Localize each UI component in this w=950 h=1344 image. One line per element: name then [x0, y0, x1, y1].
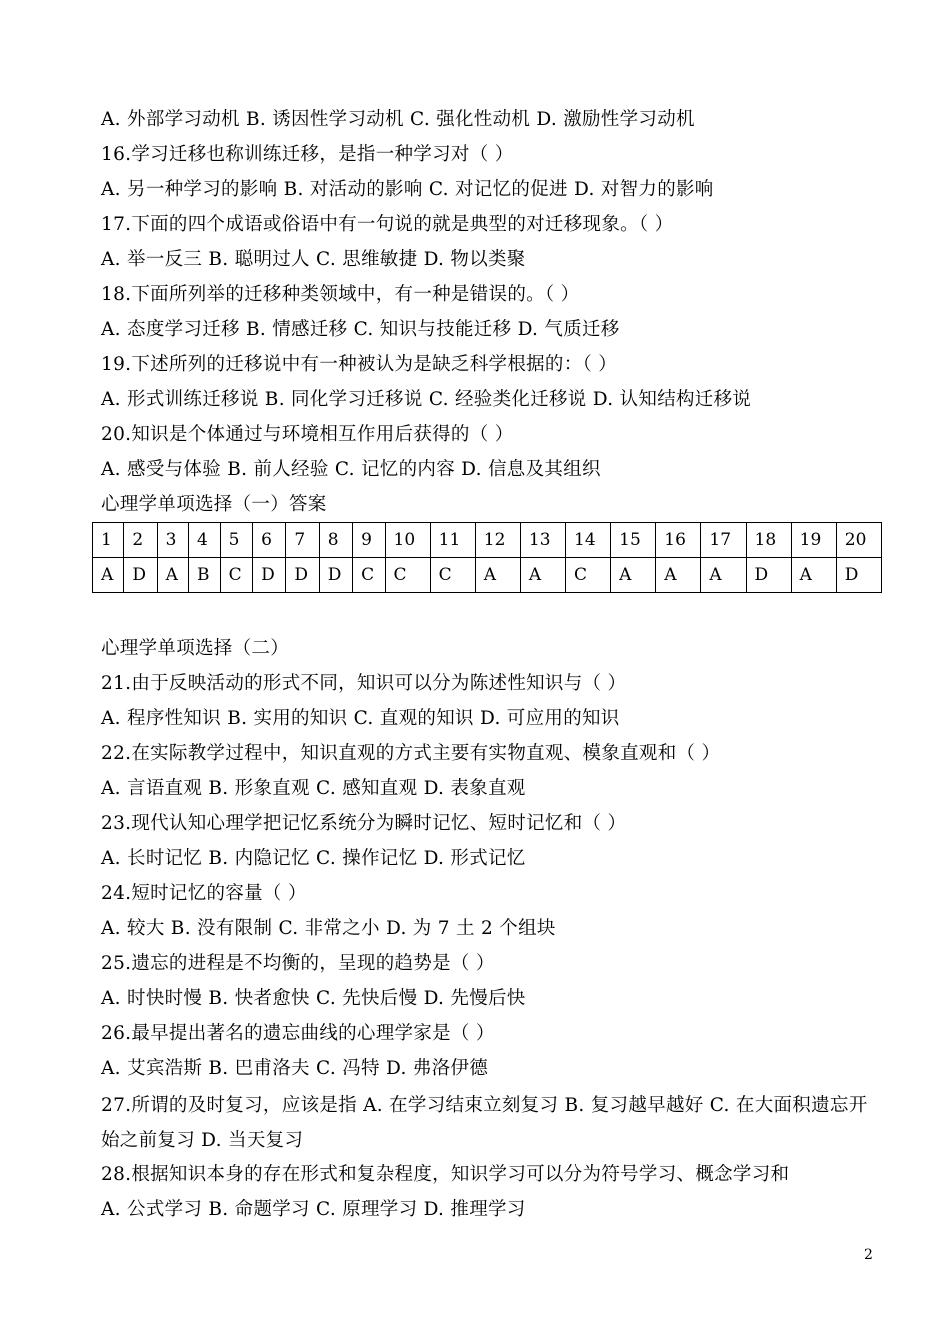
- answer-number: 8: [319, 523, 352, 558]
- answer-number: 15: [611, 523, 656, 558]
- answer-number: 20: [836, 523, 881, 558]
- options-16: A. 另一种学习的影响 B. 对活动的影响 C. 对记忆的促进 D. 对智力的影响: [101, 179, 714, 200]
- answer-letter: D: [124, 558, 157, 593]
- options-25: A. 时快时慢 B. 快者愈快 C. 先快后慢 D. 先慢后快: [101, 988, 526, 1009]
- answer-letter: D: [746, 558, 791, 593]
- answer-number: 4: [189, 523, 221, 558]
- question-17: 17.下面的四个成语或俗语中有一句说的就是典型的对迁移现象。（ ）: [101, 214, 674, 235]
- answer-number: 5: [220, 523, 252, 558]
- question-16: 16.学习迁移也称训练迁移，是指一种学习对（ ）: [101, 144, 514, 165]
- question-28: 28.根据知识本身的存在形式和复杂程度，知识学习可以分为符号学习、概念学习和: [101, 1164, 790, 1185]
- question-26: 26.最早提出著名的遗忘曲线的心理学家是（ ）: [101, 1023, 495, 1044]
- answer-letter: A: [611, 558, 656, 593]
- text-line: A. 外部学习动机 B. 诱因性学习动机 C. 强化性动机 D. 激励性学习动机: [101, 109, 695, 130]
- question-22: 22.在实际教学过程中，知识直观的方式主要有实物直观、模象直观和（ ）: [101, 743, 721, 764]
- question-18: 18.下面所列举的迁移种类领域中，有一种是错误的。（ ）: [101, 284, 580, 305]
- answer-number: 14: [566, 523, 611, 558]
- answer-letter: A: [475, 558, 520, 593]
- answer-letter-row: [93, 558, 882, 593]
- answer-table: [92, 522, 882, 593]
- answer-letter: D: [319, 558, 352, 593]
- question-25: 25.遗忘的进程是不均衡的，呈现的趋势是（ ）: [101, 953, 495, 974]
- options-19: A. 形式训练迁移说 B. 同化学习迁移说 C. 经验类化迁移说 D. 认知结构迁移说: [101, 389, 752, 410]
- options-28: A. 公式学习 B. 命题学习 C. 原理学习 D. 推理学习: [101, 1199, 526, 1220]
- question-20: 20.知识是个体通过与环境相互作用后获得的（ ）: [101, 424, 514, 445]
- answer-number: 17: [701, 523, 746, 558]
- answer-number: 1: [93, 523, 124, 558]
- options-21: A. 程序性知识 B. 实用的知识 C. 直观的知识 D. 可应用的知识: [101, 708, 620, 729]
- answer-number: 19: [791, 523, 836, 558]
- answer-number: 12: [475, 523, 520, 558]
- answer-letter: D: [253, 558, 286, 593]
- answer-number: 7: [286, 523, 319, 558]
- answer-letter: C: [353, 558, 385, 593]
- answer-number: 2: [124, 523, 157, 558]
- answer-letter: B: [189, 558, 221, 593]
- answer-letter: A: [791, 558, 836, 593]
- section-title: 心理学单项选择（二）: [101, 638, 290, 659]
- answer-number: 18: [746, 523, 791, 558]
- answer-letter: C: [566, 558, 611, 593]
- answer-number-row: [93, 523, 882, 558]
- answer-number: 10: [385, 523, 430, 558]
- options-22: A. 言语直观 B. 形象直观 C. 感知直观 D. 表象直观: [101, 778, 526, 799]
- options-24: A. 较大 B. 没有限制 C. 非常之小 D. 为 7 土 2 个组块: [101, 918, 556, 939]
- question-19: 19.下述所列的迁移说中有一种被认为是缺乏科学根据的：（ ）: [101, 354, 618, 375]
- answer-number: 11: [430, 523, 475, 558]
- options-26: A. 艾宾浩斯 B. 巴甫洛夫 C. 冯特 D. 弗洛伊德: [101, 1058, 489, 1079]
- answer-letter: D: [836, 558, 881, 593]
- answer-number: 3: [157, 523, 188, 558]
- answer-letter: C: [430, 558, 475, 593]
- question-23: 23.现代认知心理学把记忆系统分为瞬时记忆、短时记忆和（ ）: [101, 813, 627, 834]
- answer-letter: A: [701, 558, 746, 593]
- answer-letter: A: [93, 558, 124, 593]
- options-20: A. 感受与体验 B. 前人经验 C. 记忆的内容 D. 信息及其组织: [101, 459, 601, 480]
- answer-letter: A: [157, 558, 188, 593]
- answer-number: 13: [520, 523, 565, 558]
- answer-number: 9: [353, 523, 385, 558]
- answer-letter: C: [220, 558, 252, 593]
- options-23: A. 长时记忆 B. 内隐记忆 C. 操作记忆 D. 形式记忆: [101, 848, 526, 869]
- options-17: A. 举一反三 B. 聪明过人 C. 思维敏捷 D. 物以类聚: [101, 249, 526, 270]
- answer-number: 16: [656, 523, 701, 558]
- answer-number: 6: [253, 523, 286, 558]
- options-18: A. 态度学习迁移 B. 情感迁移 C. 知识与技能迁移 D. 气质迁移: [101, 319, 620, 340]
- answer-letter: A: [520, 558, 565, 593]
- question-27: 27.所谓的及时复习，应该是指 A. 在学习结束立刻复习 B. 复习越早越好 C. 在大面积遗忘开始之前复习 D. 当天复习: [101, 1095, 868, 1151]
- answer-letter: D: [286, 558, 319, 593]
- question-21: 21.由于反映活动的形式不同，知识可以分为陈述性知识与（ ）: [101, 673, 627, 694]
- answer-title: 心理学单项选择（一）答案: [101, 494, 327, 515]
- answer-letter: C: [385, 558, 430, 593]
- page-number: 2: [864, 1247, 873, 1263]
- answer-letter: A: [656, 558, 701, 593]
- question-24: 24.短时记忆的容量（ ）: [101, 883, 307, 904]
